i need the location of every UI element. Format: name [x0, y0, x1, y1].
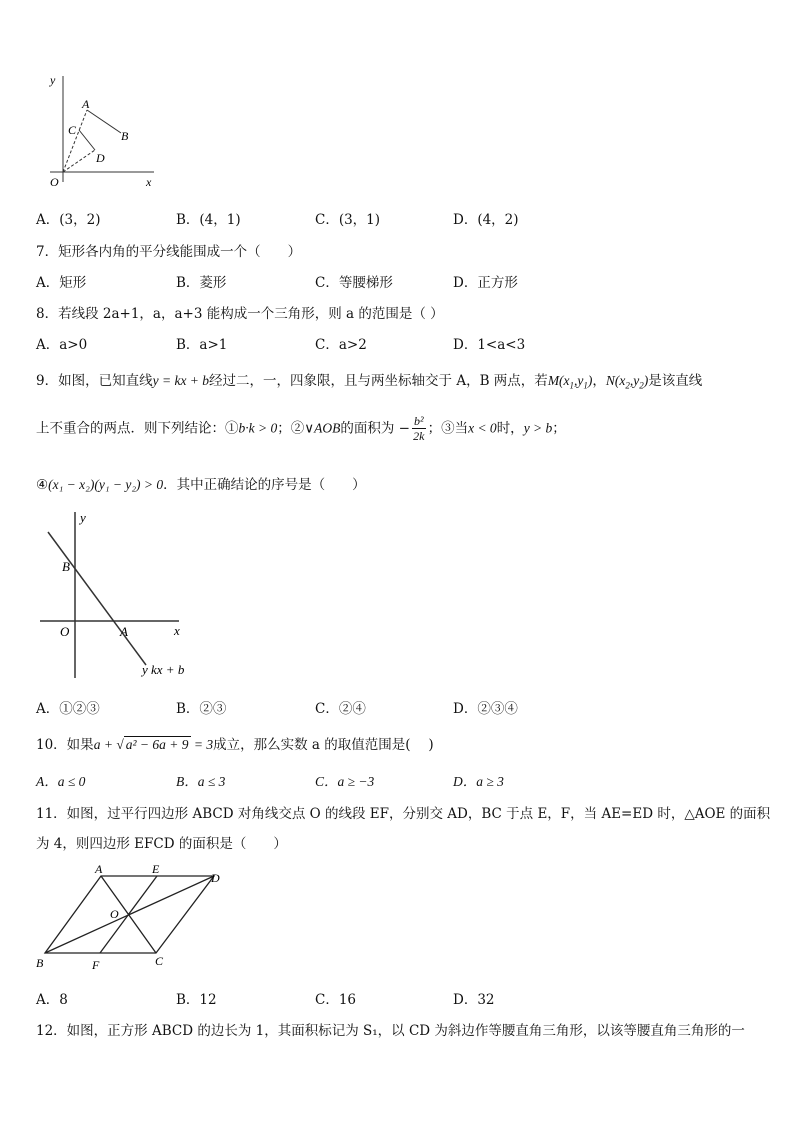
q9-option-d[interactable]: D．②③④	[453, 701, 518, 717]
q9-text: ④	[36, 477, 49, 493]
fig6-label-C: C	[68, 123, 77, 137]
fig9-label-O: O	[60, 624, 70, 639]
q9-line-1	[36, 369, 702, 391]
fig11-label-B: B	[36, 956, 44, 970]
q10-option-c[interactable]: C．a ≥ −3	[315, 774, 375, 789]
q10-option-a[interactable]: A．a ≤ 0	[36, 774, 86, 789]
q11-option-b[interactable]: B．12	[176, 992, 217, 1008]
fig6-label-D: D	[96, 151, 105, 165]
q9-conclusion-1: b·k > 0	[238, 420, 278, 436]
q8-stem: 8．若线段 2a+1，a，a+3 能构成一个三角形，则 a 的范围是（ ）	[36, 306, 444, 322]
q9-text: 时，	[496, 420, 524, 437]
fig11-label-F: F	[92, 958, 100, 972]
q7-option-b[interactable]: B．菱形	[176, 275, 227, 291]
q7-stem: 7．矩形各内角的平分线能围成一个（ ）	[36, 244, 302, 260]
q10-text: 成立，那么实数 a 的取值范围是( )	[213, 737, 434, 753]
q11-option-c[interactable]: C．16	[315, 992, 357, 1008]
q9-option-b[interactable]: B．②③	[176, 701, 227, 717]
q10-option-b[interactable]: B．a ≤ 3	[176, 774, 226, 789]
q8-option-d[interactable]: D．1<a<3	[453, 337, 526, 353]
q9-text: ；②	[277, 420, 305, 437]
figure-q6-coordinate-diagram	[38, 70, 168, 190]
q11-option-d[interactable]: D．32	[453, 992, 495, 1008]
q9-text: ．其中正确结论的序号是（ ）	[163, 477, 366, 493]
q9-text: 上不重合的两点．则下列结论：①	[36, 420, 239, 437]
q7-option-d[interactable]: D．正方形	[453, 275, 518, 291]
q10-radicand: a² − 6a + 9	[125, 737, 189, 752]
q11-stem-line-1: 11．如图，过平行四边形 ABCD 对角线交点 O 的线段 EF，分别交 AD，BC 于点 E，F，当 AE=ED 时，△AOE 的面积	[36, 806, 771, 822]
q11-option-a[interactable]: A．8	[36, 992, 68, 1008]
q10-equals: = 3	[190, 737, 214, 752]
fig6-label-A: A	[82, 97, 90, 111]
q7-option-a[interactable]: A．矩形	[36, 275, 87, 291]
fig11-label-D: D	[211, 871, 220, 885]
q10-sqrt-sign: √	[116, 737, 124, 752]
q6-option-a[interactable]: A．(3，2)	[36, 212, 101, 228]
figure-q9-line-graph	[36, 508, 206, 683]
q7-option-c[interactable]: C．等腰梯形	[315, 275, 393, 291]
q9-line-2	[36, 414, 566, 444]
q9-point-n: $N(x_2,y_2)$	[605, 373, 649, 391]
q9-text: 是该直线	[648, 373, 703, 389]
fig11-label-C: C	[155, 954, 164, 968]
q9-option-c[interactable]: C．②④	[315, 701, 366, 717]
fig11-label-A: A	[95, 862, 103, 876]
q9-text: 的面积为 −	[340, 420, 410, 437]
q9-option-a[interactable]: A．①②③	[36, 701, 100, 717]
q10-expression-a: a +	[93, 737, 117, 752]
q9-area-fraction: $\frac{\text{b²}}{2k}$	[413, 414, 425, 443]
q9-conclusion-4: (x₁ − x₂)(y₁ − y₂) > 0	[48, 477, 164, 492]
q9-text: 9．如图，已知直线	[36, 373, 153, 389]
q9-text: 经过二，一，四象限，且与两坐标轴交于 A，B 两点，若	[209, 373, 548, 389]
fig9-label-x: x	[174, 623, 180, 638]
q6-option-c[interactable]: C．(3，1)	[315, 212, 381, 228]
figure-q11-parallelogram	[34, 860, 234, 975]
fig11-label-O: O	[110, 907, 119, 921]
q8-option-c[interactable]: C．a>2	[315, 337, 367, 353]
q12-stem-line-1: 12．如图，正方形 ABCD 的边长为 1，其面积标记为 S₁，以 CD 为斜边作等腰直角三角形，以该等腰直角三角形的一	[36, 1023, 745, 1039]
q9-line-equation: y = kx + b	[152, 373, 210, 388]
q9-condition-y: y > b	[523, 420, 553, 436]
q10-stem	[36, 733, 434, 753]
q8-option-a[interactable]: A．a>0	[36, 337, 88, 353]
q6-option-b[interactable]: B．(4，1)	[176, 212, 241, 228]
fig11-label-E: E	[152, 862, 160, 876]
fig9-label-B: B	[62, 559, 70, 574]
q9-line-3	[36, 473, 366, 493]
q10-option-d[interactable]: D．a ≥ 3	[453, 774, 504, 789]
q9-separator: ，	[592, 373, 606, 389]
q9-text: ；	[552, 420, 566, 437]
fig6-label-B: B	[121, 129, 129, 143]
q10-text: 10．如果	[36, 737, 94, 753]
fig9-label-A: A	[120, 624, 128, 639]
fig9-label-y: y	[80, 510, 86, 525]
fig6-label-y: y	[50, 73, 56, 87]
q9-text: ；③当	[427, 420, 469, 437]
q8-option-b[interactable]: B．a>1	[176, 337, 228, 353]
q9-point-m: $M(x_1,y_1)$	[547, 373, 593, 391]
q9-condition-x: x < 0	[468, 420, 497, 436]
q9-triangle-aob: ∨AOB	[304, 420, 341, 436]
fig6-label-O: O	[50, 175, 59, 189]
fig6-label-x: x	[146, 175, 152, 189]
fig9-line-label: y kx + b	[142, 662, 185, 677]
q11-stem-line-2: 为 4，则四边形 EFCD 的面积是（ ）	[36, 836, 287, 852]
q6-option-d[interactable]: D．(4，2)	[453, 212, 519, 228]
